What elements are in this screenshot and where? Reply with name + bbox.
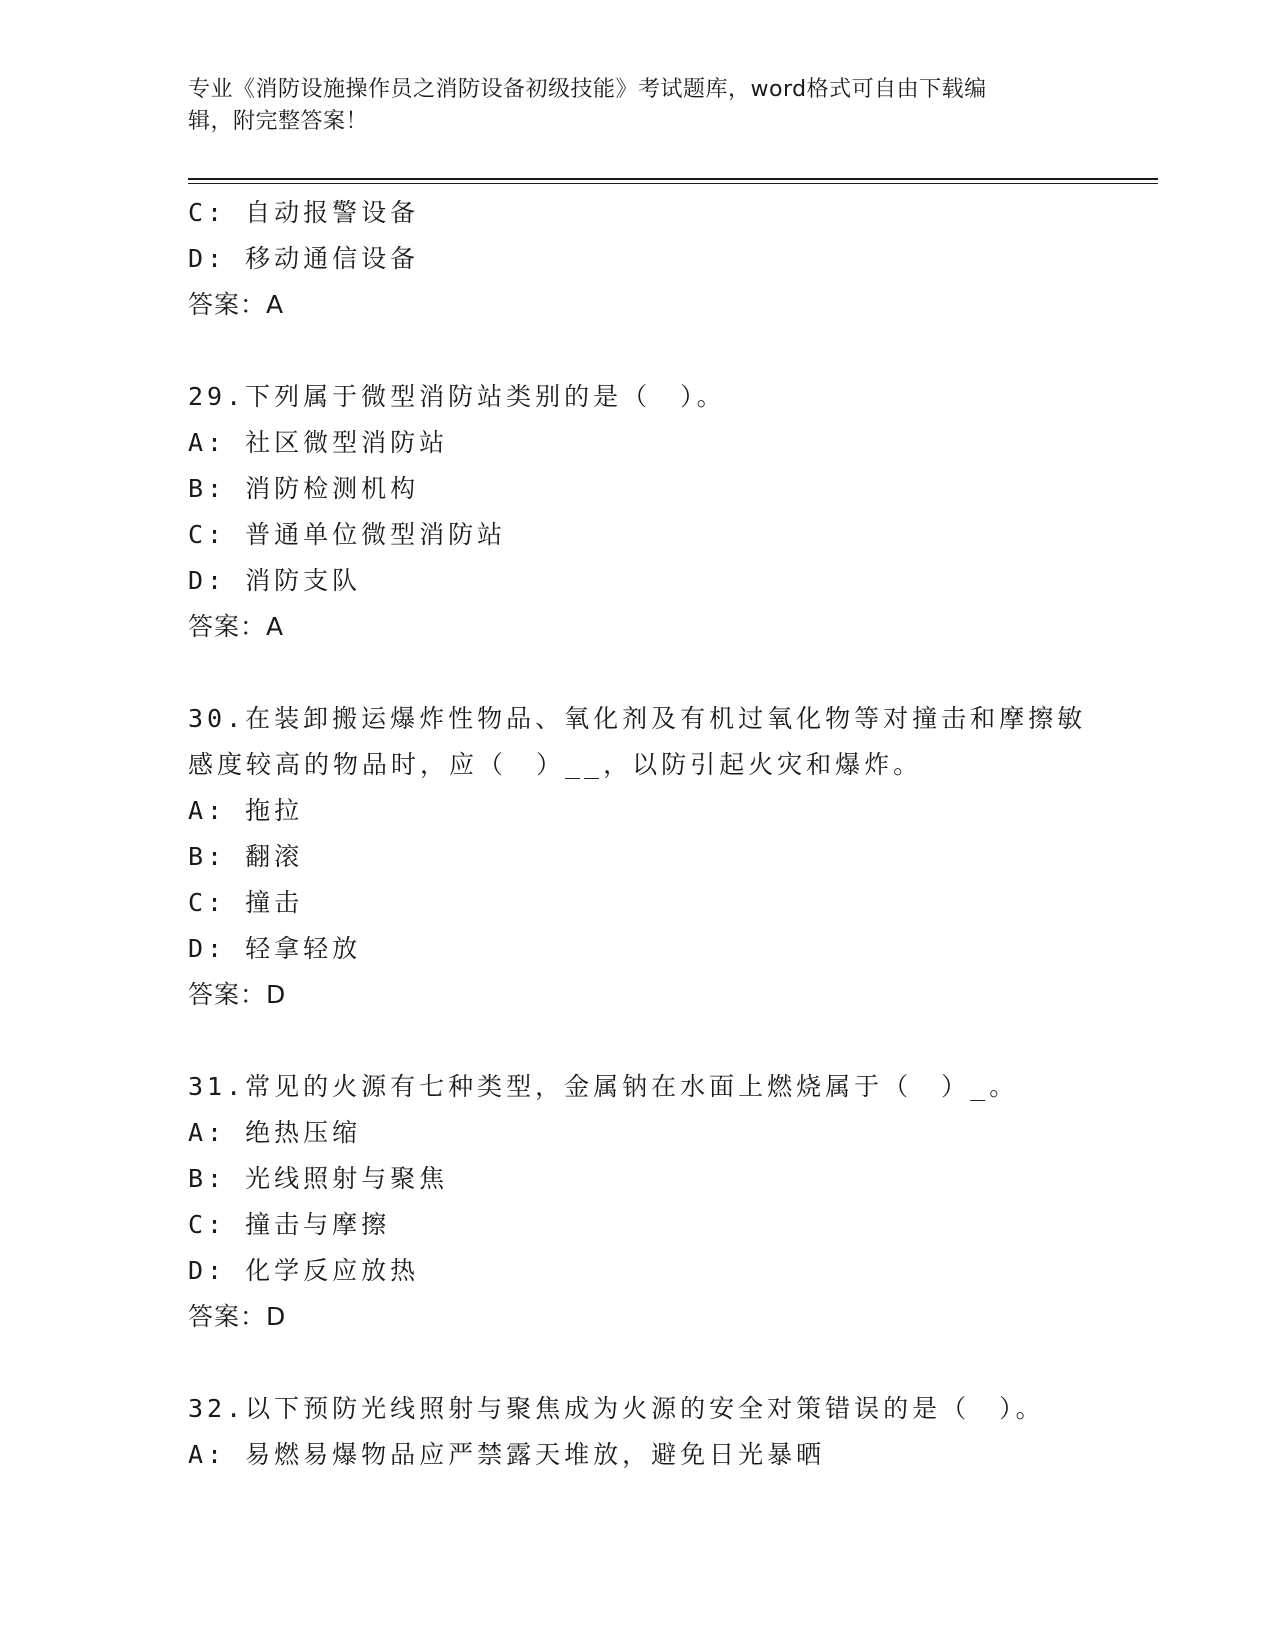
answer-text: 答案：D bbox=[188, 1302, 287, 1331]
option-b: B: 翻滚 bbox=[188, 842, 304, 871]
header-divider-thick bbox=[188, 178, 1158, 180]
option-c: C: 自动报警设备 bbox=[188, 198, 420, 227]
option-a: A: 绝热压缩 bbox=[188, 1118, 362, 1147]
question-list bbox=[188, 190, 1088, 1478]
option-a: A: 易燃易爆物品应严禁露天堆放，避免日光暴晒 bbox=[188, 1440, 826, 1469]
question-28-continued bbox=[188, 190, 1088, 328]
answer-text: 答案：D bbox=[188, 980, 287, 1009]
header-line-2: 辑，附完整答案！ bbox=[188, 109, 369, 134]
option-d: D: 轻拿轻放 bbox=[188, 934, 362, 963]
spacer bbox=[188, 1340, 1088, 1386]
option-c: C: 撞击与摩擦 bbox=[188, 1210, 391, 1239]
option-a: A: 拖拉 bbox=[188, 796, 304, 825]
option-b: B: 光线照射与聚焦 bbox=[188, 1164, 449, 1193]
question-stem: 32.以下预防光线照射与聚焦成为火源的安全对策错误的是（ ）。 bbox=[188, 1394, 1045, 1423]
question-30 bbox=[188, 696, 1088, 1018]
answer-text: 答案：A bbox=[188, 290, 285, 319]
question-29 bbox=[188, 374, 1088, 650]
spacer bbox=[188, 650, 1088, 696]
option-d: D: 化学反应放热 bbox=[188, 1256, 420, 1285]
header-divider-thin bbox=[188, 183, 1158, 184]
header-line-1: 专业《消防设施操作员之消防设备初级技能》考试题库，word格式可自由下载编 bbox=[188, 77, 987, 102]
option-c: C: 撞击 bbox=[188, 888, 304, 917]
document-header bbox=[188, 74, 1068, 138]
spacer bbox=[188, 1018, 1088, 1064]
answer-text: 答案：A bbox=[188, 612, 285, 641]
option-d: D: 移动通信设备 bbox=[188, 244, 420, 273]
question-31 bbox=[188, 1064, 1088, 1340]
question-stem: 31.常见的火源有七种类型，金属钠在水面上燃烧属于（ ）_。 bbox=[188, 1072, 1019, 1101]
question-32 bbox=[188, 1386, 1088, 1478]
option-a: A: 社区微型消防站 bbox=[188, 428, 449, 457]
option-d: D: 消防支队 bbox=[188, 566, 362, 595]
question-stem-line-2: 感度较高的物品时，应（ ）__，以防引起火灾和爆炸。 bbox=[188, 750, 923, 779]
spacer bbox=[188, 328, 1088, 374]
option-c: C: 普通单位微型消防站 bbox=[188, 520, 507, 549]
question-stem: 29.下列属于微型消防站类别的是（ ）。 bbox=[188, 382, 726, 411]
question-stem-line-1: 30.在装卸搬运爆炸性物品、氧化剂及有机过氧化物等对撞击和摩擦敏 bbox=[188, 704, 1087, 733]
option-b: B: 消防检测机构 bbox=[188, 474, 420, 503]
